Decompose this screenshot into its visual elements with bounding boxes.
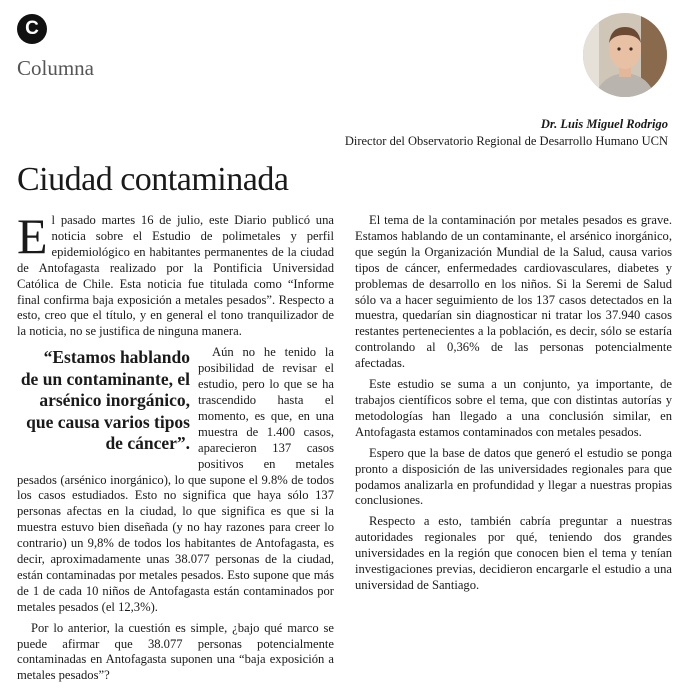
drop-cap: E xyxy=(17,208,48,264)
paragraph: El tema de la contaminación por metales pesados es grave. Estamos hablando de un contaminante, el arsénico inorgánico, que según la Organización Mundial de la Salud, causa varios tipos de cáncer, enfermedades cardiovasculares, diabetes y problemas de desarrollo en los niños. Si la Seremi de Salud sólo va a hacer seguimiento de los 137 casos detectados en la muestra, quedarían sin diagnosticar ni tratar los 37.940 casos restantes pertenecientes a la población, es decir, sólo se estaría controlando al 0,36% de las personas potencialmente afectadas. xyxy=(355,213,672,371)
paragraph-text: Aún no he tenido la posibilidad de revisar el estudio, pero lo que se ha trascendido hasta el momento, es que, en una muestra de 1.400 casos, aparecieron 137 casos positivos en metales pesados (arsénico inorgánico), lo que supone el 9.8% de todos los casos estudiados. Esto no significa que haya sólo 137 personas afectas en la ciudad, lo que significa es que si la muestra estuvo bien diseñada (y no hay razones para creer lo contrario) un 9,8% de todos los habitantes de Antofagasta, es decir, aproximadamente unas 38.077 personas de la ciudad, están contaminadas por metales pesados. Esto supone que más de 1 de cada 10 niños de Antofagasta están contaminados por metales pesados (el 12,3%). xyxy=(17,345,334,614)
paragraph: Respecto a esto, también cabría preguntar a nuestras autoridades regionales por qué, teniendo dos grandes universidades en la región que conocen bien el tema y tenían investigaciones previas, decidieron encargarle el estudio a una universidad de Santiago. xyxy=(355,514,672,592)
author-name: Dr. Luis Miguel Rodrigo xyxy=(540,117,668,131)
paragraph xyxy=(17,345,334,615)
article-column-right xyxy=(355,213,672,599)
paragraph: Espero que la base de datos que generó el estudio se ponga pronto a disposición de las universidades regionales para que podamos analizarla en profundidad y llegar a nuestras propias conclusiones. xyxy=(355,445,672,508)
paragraph: Por lo anterior, la cuestión es simple, ¿bajo qué marco se puede afirmar que 38.077 personas potencialmente contaminadas en Antofagasta suponen una “baja exposición a metales pesados”? xyxy=(17,620,334,683)
paragraph xyxy=(17,208,334,340)
author-photo xyxy=(583,13,667,97)
paragraph-text: l pasado martes 16 de julio, este Diario publicó una noticia sobre el Estudio de polimetales y perfil epidemiológico en habitantes permanentes de la ciudad de Antofagasta realizado por la Pontificia Universidad Católica de Chile. Esta noticia fue titulada como “Informe final confirma baja exposición a metales pesados”. Respecto a esto, creo que el título, y en general el tono tranquilizador de la noticia, no se justifica de ninguna manera. xyxy=(17,213,334,339)
author-block xyxy=(345,116,668,150)
article-title: Ciudad contaminada xyxy=(17,161,289,198)
article-column-left xyxy=(17,208,334,689)
section-label: Columna xyxy=(17,56,94,80)
pull-quote: “Estamos hablando de un contaminante, el arsénico inorgánico, que causa varios tipos de cáncer”. xyxy=(20,347,190,454)
author-role: Director del Observatorio Regional de Desarrollo Humano UCN xyxy=(344,134,668,148)
paragraph: Este estudio se suma a un conjunto, ya importante, de trabajos científicos sobre el tema, que con distintas autorías y metodologías han llegado a una conclusión similar, en Antofagasta estamos contaminados con metales pesados. xyxy=(355,377,672,439)
column-logo: C xyxy=(17,14,47,44)
